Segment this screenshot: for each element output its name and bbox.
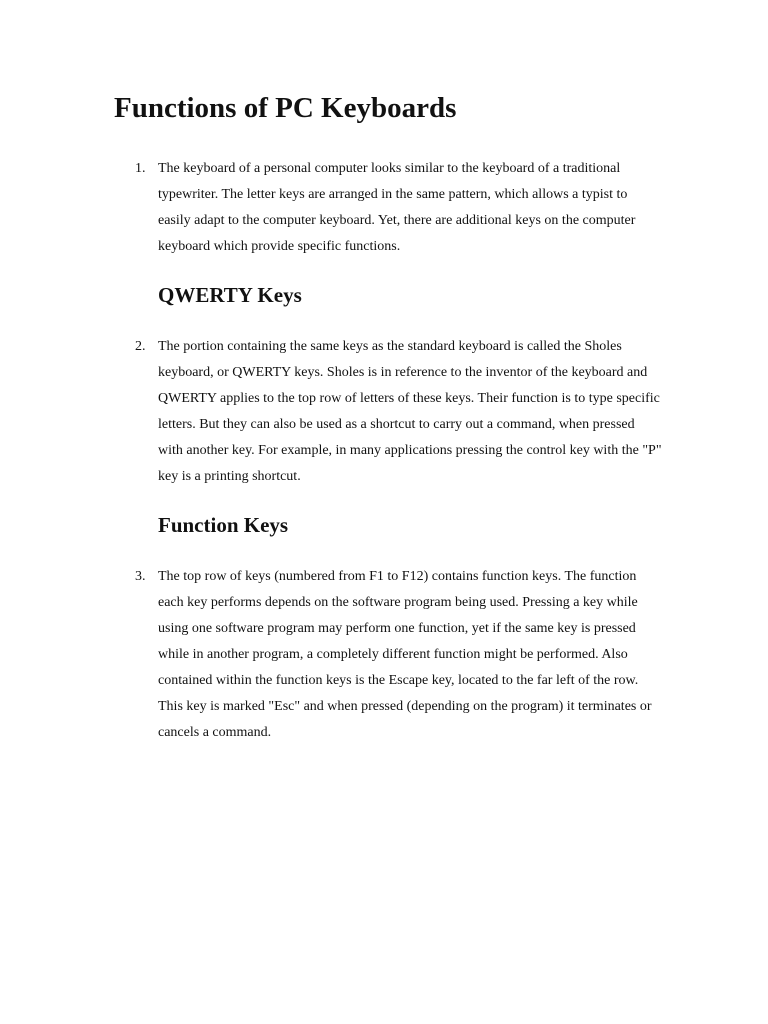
list-item-number: 1. <box>135 161 146 176</box>
document-title: Functions of PC Keyboards <box>114 92 457 124</box>
list-item-text: The portion containing the same keys as the standard keyboard is called the Sholes keyboard, or QWERTY keys. Sholes is in reference to the inventor of the keyboard and QWERTY applies to the top row of letters of these keys. Their function is to type specific letters. But they can also be used as a shortcut to carry out a command, when pressed with another key. For example, in many applications pressing the control key with the "P" key is a printing shortcut. <box>158 339 662 484</box>
list-item-number: 2. <box>135 339 146 354</box>
list-item-number: 3. <box>135 569 146 584</box>
section-heading-function-keys: Function Keys <box>158 513 289 537</box>
list-item-text: The keyboard of a personal computer looks similar to the keyboard of a traditional typewriter. The letter keys are arranged in the same pattern, which allows a typist to easily adapt to the computer keyboard. Yet, there are additional keys on the computer keyboard which provide specific functions. <box>158 161 636 254</box>
section-heading-qwerty-keys: QWERTY Keys <box>158 283 302 307</box>
list-item-text: The top row of keys (numbered from F1 to F12) contains function keys. The function each key performs depends on the software program being used. Pressing a key while using one software program may perform one function, yet if the same key is pressed while in another program, a completely different function might be performed. Also contained within the function keys is the Escape key, located to the far left of the row. This key is marked "Esc" and when pressed (depending on the program) it terminates or cancels a command. <box>158 569 652 740</box>
